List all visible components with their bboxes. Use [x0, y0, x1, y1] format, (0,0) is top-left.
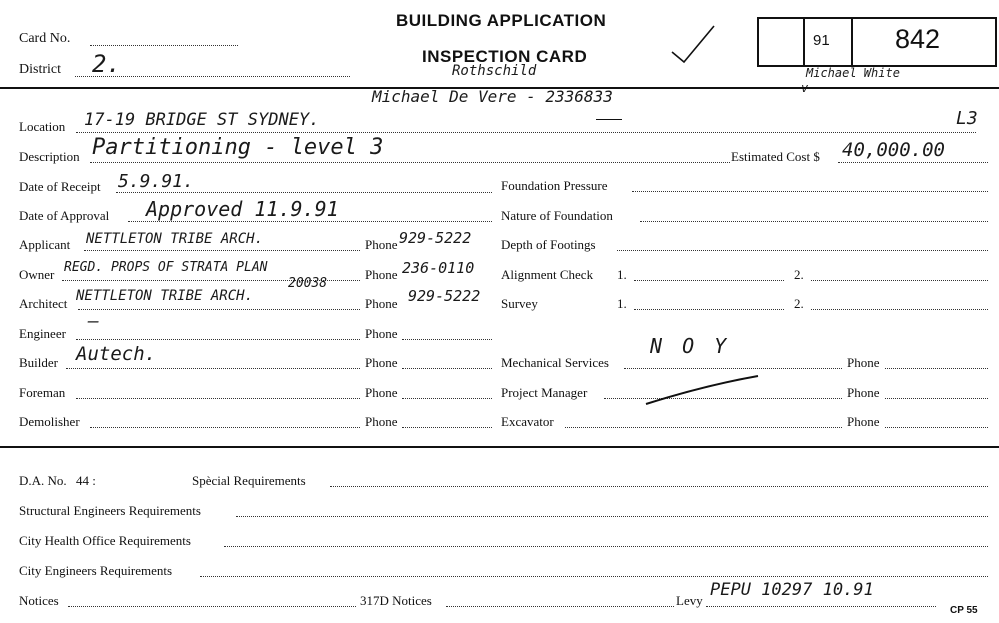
checkmark-icon	[668, 22, 718, 66]
card-no-line	[90, 45, 238, 46]
date-approval-value: Approved 11.9.91	[146, 197, 339, 221]
depth-footings-line	[617, 250, 988, 251]
applicant-phone-label: Phone	[365, 237, 398, 252]
builder-label: Builder	[19, 355, 58, 370]
nature-foundation-label: Nature of Foundation	[501, 208, 613, 223]
city-engineers-requirements-label: City Engineers Requirements	[19, 563, 173, 578]
handwritten-contact: Michael De Vere - 2336833	[372, 87, 613, 106]
notices-label: Notices	[19, 593, 59, 608]
location-line	[76, 132, 976, 133]
builder-line	[66, 368, 360, 369]
alignment-2-line	[811, 280, 988, 281]
survey-2-line	[811, 309, 988, 310]
project-manager-phone-line	[885, 398, 988, 399]
date-receipt-line	[116, 192, 492, 193]
location-value: 17-19 BRIDGE ST SYDNEY.	[84, 110, 320, 130]
title-building-application: BUILDING APPLICATION	[396, 11, 607, 30]
notices-line	[68, 606, 356, 607]
description-label: Description	[19, 149, 80, 164]
mechanical-services-line	[624, 368, 842, 369]
project-manager-phone-label: Phone	[847, 385, 880, 400]
owner-phone-value: 236-0110	[402, 259, 475, 277]
foreman-label: Foreman	[19, 385, 66, 400]
survey-1-line	[634, 309, 784, 310]
owner-label: Owner	[19, 267, 55, 282]
nature-foundation-line	[640, 221, 988, 222]
estimated-cost-label: Estimated Cost $	[731, 149, 820, 164]
mechanical-phone-line	[885, 368, 988, 369]
da-no-value: 44 :	[76, 473, 96, 488]
location-dash	[596, 119, 622, 120]
foreman-phone-label: Phone	[365, 385, 398, 400]
mechanical-phone-label: Phone	[847, 355, 880, 370]
engineer-label: Engineer	[19, 326, 66, 341]
date-receipt-label: Date of Receipt	[19, 179, 101, 194]
district-label: District	[19, 62, 61, 77]
demolisher-phone-label: Phone	[365, 414, 398, 429]
engineer-line	[76, 339, 360, 340]
engineer-value: —	[88, 311, 99, 332]
survey-1-label: 1.	[617, 296, 627, 311]
da-no-label: D.A. No.	[19, 473, 67, 488]
alignment-1-label: 1.	[617, 267, 627, 282]
builder-phone-label: Phone	[365, 355, 398, 370]
estimated-cost-line	[838, 162, 988, 163]
owner-value: REGD. PROPS OF STRATA PLAN	[64, 260, 268, 275]
demolisher-phone-line	[402, 427, 492, 428]
architect-label: Architect	[19, 296, 68, 311]
builder-value: Autech.	[76, 343, 157, 365]
title-inspection-card: INSPECTION CARD	[422, 47, 588, 66]
date-approval-label: Date of Approval	[19, 208, 110, 223]
alignment-2-label: 2.	[794, 267, 804, 282]
architect-phone-label: Phone	[365, 296, 398, 311]
notices-317d-label: 317D Notices	[360, 593, 432, 608]
excavator-line	[565, 427, 842, 428]
district-value: 2.	[92, 50, 121, 78]
foundation-pressure-line	[632, 191, 988, 192]
demolisher-label: Demolisher	[19, 414, 80, 429]
levy-value: PEPU 10297 10.91	[710, 580, 874, 600]
architect-phone-value: 929-5222	[408, 287, 481, 305]
engineer-phone-line	[402, 339, 492, 340]
applicant-line	[84, 250, 360, 251]
description-line	[90, 162, 730, 163]
levy-line	[706, 606, 936, 607]
excavator-label: Excavator	[501, 414, 554, 429]
card-number: 842	[895, 24, 941, 54]
signature-under-title: Rothschild	[452, 63, 537, 79]
project-manager-label: Project Manager	[501, 385, 588, 400]
card-number-year: 91	[813, 32, 830, 49]
owner-plan-no: 20038	[288, 276, 328, 291]
special-requirements-label: Spècial Requirements	[192, 473, 306, 488]
city-engineers-requirements-line	[200, 576, 988, 577]
architect-value: NETTLETON TRIBE ARCH.	[76, 288, 254, 304]
date-receipt-value: 5.9.91.	[118, 171, 194, 192]
health-requirements-line	[224, 546, 988, 547]
description-value: Partitioning - level 3	[92, 135, 384, 160]
tick-mark-small: v	[801, 81, 809, 95]
architect-line	[78, 309, 360, 310]
special-requirements-line	[330, 486, 988, 487]
engineer-phone-label: Phone	[365, 326, 398, 341]
structural-requirements-line	[236, 516, 988, 517]
health-requirements-label: City Health Office Requirements	[19, 533, 191, 548]
builder-phone-line	[402, 368, 492, 369]
foreman-line	[76, 398, 360, 399]
card-no-label: Card No.	[19, 31, 71, 46]
structural-requirements-label: Structural Engineers Requirements	[19, 503, 201, 518]
form-code: CP 55	[950, 605, 978, 616]
applicant-value: NETTLETON TRIBE ARCH.	[86, 231, 264, 247]
signature-right: Michael White	[806, 66, 900, 80]
demolisher-line	[90, 427, 360, 428]
survey-2-label: 2.	[794, 296, 804, 311]
foundation-pressure-label: Foundation Pressure	[501, 178, 608, 193]
foreman-phone-line	[402, 398, 492, 399]
alignment-1-line	[634, 280, 784, 281]
estimated-cost-value: 40,000.00	[842, 139, 945, 161]
survey-label: Survey	[501, 296, 538, 311]
mechanical-services-value: N O Y	[650, 334, 731, 358]
owner-phone-label: Phone	[365, 267, 398, 282]
depth-footings-label: Depth of Footings	[501, 237, 596, 252]
location-label: Location	[19, 119, 66, 134]
mechanical-services-label: Mechanical Services	[501, 355, 609, 370]
date-approval-line	[128, 221, 492, 222]
applicant-label: Applicant	[19, 237, 71, 252]
location-suffix: L3	[956, 108, 978, 129]
alignment-check-label: Alignment Check	[501, 267, 594, 282]
applicant-phone-value: 929-5222	[399, 229, 472, 247]
project-manager-strike	[644, 372, 760, 406]
notices-317d-line	[446, 606, 674, 607]
excavator-phone-label: Phone	[847, 414, 880, 429]
divider-bottom	[0, 446, 999, 448]
card-number-box	[757, 17, 997, 67]
levy-label: Levy	[676, 593, 703, 608]
excavator-phone-line	[885, 427, 988, 428]
